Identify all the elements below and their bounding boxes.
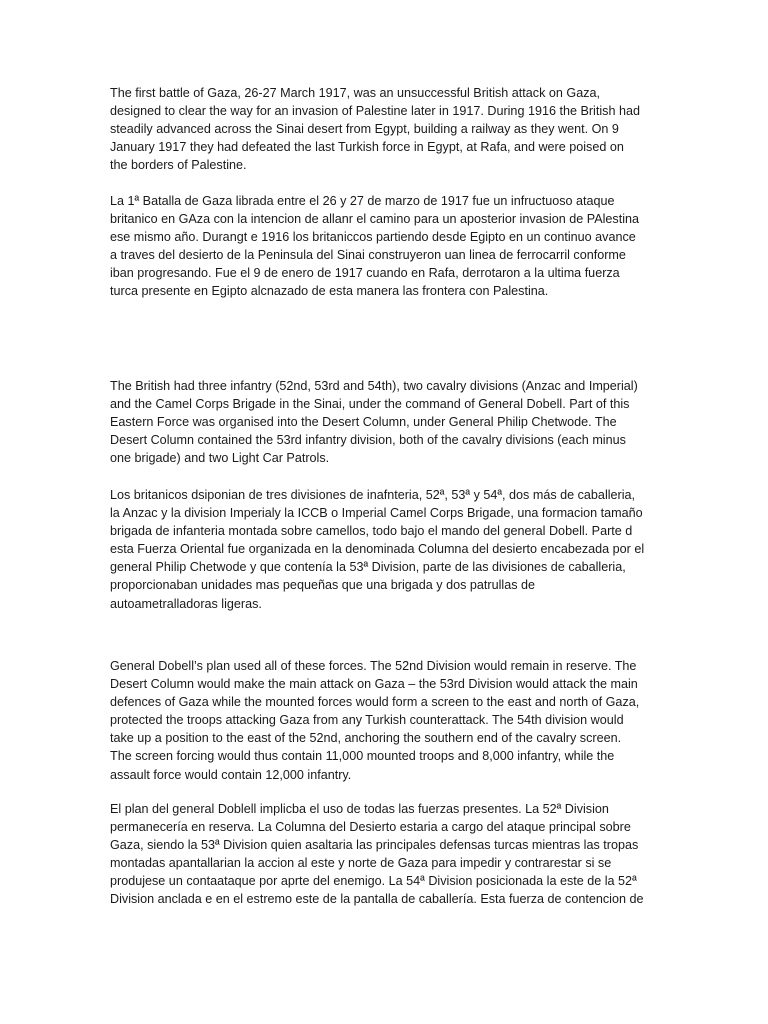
text-line: proporcionaban unidades mas pequeñas que una brigada y dos patrullas de [110, 578, 535, 593]
text-line: a traves del desierto de la Peninsula del Sinai construyeron uan linea de ferrocarril conforme [110, 248, 626, 263]
text-line: The screen forcing would thus contain 11,000 mounted troops and 8,000 infantry, while the [110, 749, 615, 764]
paragraph-english-plan [110, 657, 658, 784]
text-line: The first battle of Gaza, 26-27 March 1917, was an unsuccessful British attack on Gaza, [110, 86, 601, 100]
text-line: Desert Column contained the 53rd infantry division, both of the cavalry divisions (each minus [110, 433, 626, 448]
text-line: brigada de infanteria montada sobre camellos, todo bajo el mando del general Dobell. Parte d [110, 524, 633, 539]
text-line: esta Fuerza Oriental fue organizada en la denominada Columna del desierto encabezada por el [110, 542, 645, 557]
text-line: designed to clear the way for an invasion of Palestine later in 1917. During 1916 the British had [110, 104, 640, 119]
text-line: montadas apantallarian la accion al este y norte de Gaza para impedir y contrarestar si se [110, 856, 612, 871]
text-line: Division anclada e en el estremo este de la pantalla de caballería. Esta fuerza de contencion de [110, 892, 644, 907]
text-line: and the Camel Corps Brigade in the Sinai, under the command of General Dobell. Part of this [110, 397, 630, 412]
paragraph-spanish-forces [110, 486, 658, 613]
paragraph-spanish-intro [110, 192, 658, 301]
paragraph-english-forces [110, 377, 658, 467]
text-line: produjese un contaataque por aprte del enemigo. La 54ª Division posicionada la este de la 52ª [110, 874, 637, 889]
text-line: La 1ª Batalla de Gaza librada entre el 26 y 27 de marzo de 1917 fue un infructuoso ataque [110, 194, 615, 208]
text-line: Gaza, siendo la 53ª Division quien asaltaria las principales defensas turcas mientras las tropas [110, 838, 639, 853]
text-line: turca presente en Egipto alcnazado de esta manera las frontera con Palestina. [110, 284, 549, 299]
text-line: britanico en GAza con la intencion de allanr el camino para un aposterior invasion de PAlestina [110, 212, 640, 227]
text-line: the borders of Palestine. [110, 158, 247, 173]
text-line: Los britanicos dsiponian de tres divisiones de inafnteria, 52ª, 53ª y 54ª, dos más de caballeria, [110, 488, 636, 502]
text-line: January 1917 they had defeated the last Turkish force in Egypt, at Rafa, and were poised on [110, 140, 624, 155]
paragraph-english-intro [110, 84, 658, 174]
text-line: El plan del general Doblell implicba el uso de todas las fuerzas presentes. La 52ª Division [110, 802, 609, 816]
text-line: iban progresando. Fue el 9 de enero de 1917 cuando en Rafa, derrotaron a la ultima fuerza [110, 266, 620, 281]
text-line: ese mismo año. Durangt e 1916 los britaniccos partiendo desde Egipto en un continuo avance [110, 230, 636, 245]
text-line: steadily advanced across the Sinai desert from Egypt, building a railway as they went. On 9 [110, 122, 619, 137]
text-line: assault force would contain 12,000 infantry. [110, 767, 352, 782]
text-line: Eastern Force was organised into the Desert Column, under General Philip Chetwode. The [110, 415, 617, 430]
text-line: take up a position to the east of the 52nd, anchoring the southern end of the cavalry screen. [110, 731, 622, 746]
text-line: General Dobell’s plan used all of these forces. The 52nd Division would remain in reserve. The [110, 659, 637, 673]
text-line: protected the troops attacking Gaza from any Turkish counterattack. The 54th division would [110, 713, 624, 728]
text-line: permanecería en reserva. La Columna del Desierto estaria a cargo del ataque principal sobre [110, 820, 631, 835]
text-line: one brigade) and two Light Car Patrols. [110, 451, 330, 466]
text-line: la Anzac y la division Imperialy la ICCB o Imperial Camel Corps Brigade, una formacion tamaño [110, 506, 643, 521]
text-line: autoametralladoras ligeras. [110, 596, 262, 611]
text-line: defences of Gaza while the mounted forces would form a screen to the east and north of Gaza, [110, 695, 640, 710]
text-line: The British had three infantry (52nd, 53rd and 54th), two cavalry divisions (Anzac and Imperial) [110, 379, 638, 393]
text-line: general Philip Chetwode y que contenía la 53ª Division, parte de las divisiones de caballeria, [110, 560, 626, 575]
text-line: Desert Column would make the main attack on Gaza – the 53rd Division would attack the main [110, 677, 638, 692]
paragraph-spanish-plan [110, 800, 658, 909]
